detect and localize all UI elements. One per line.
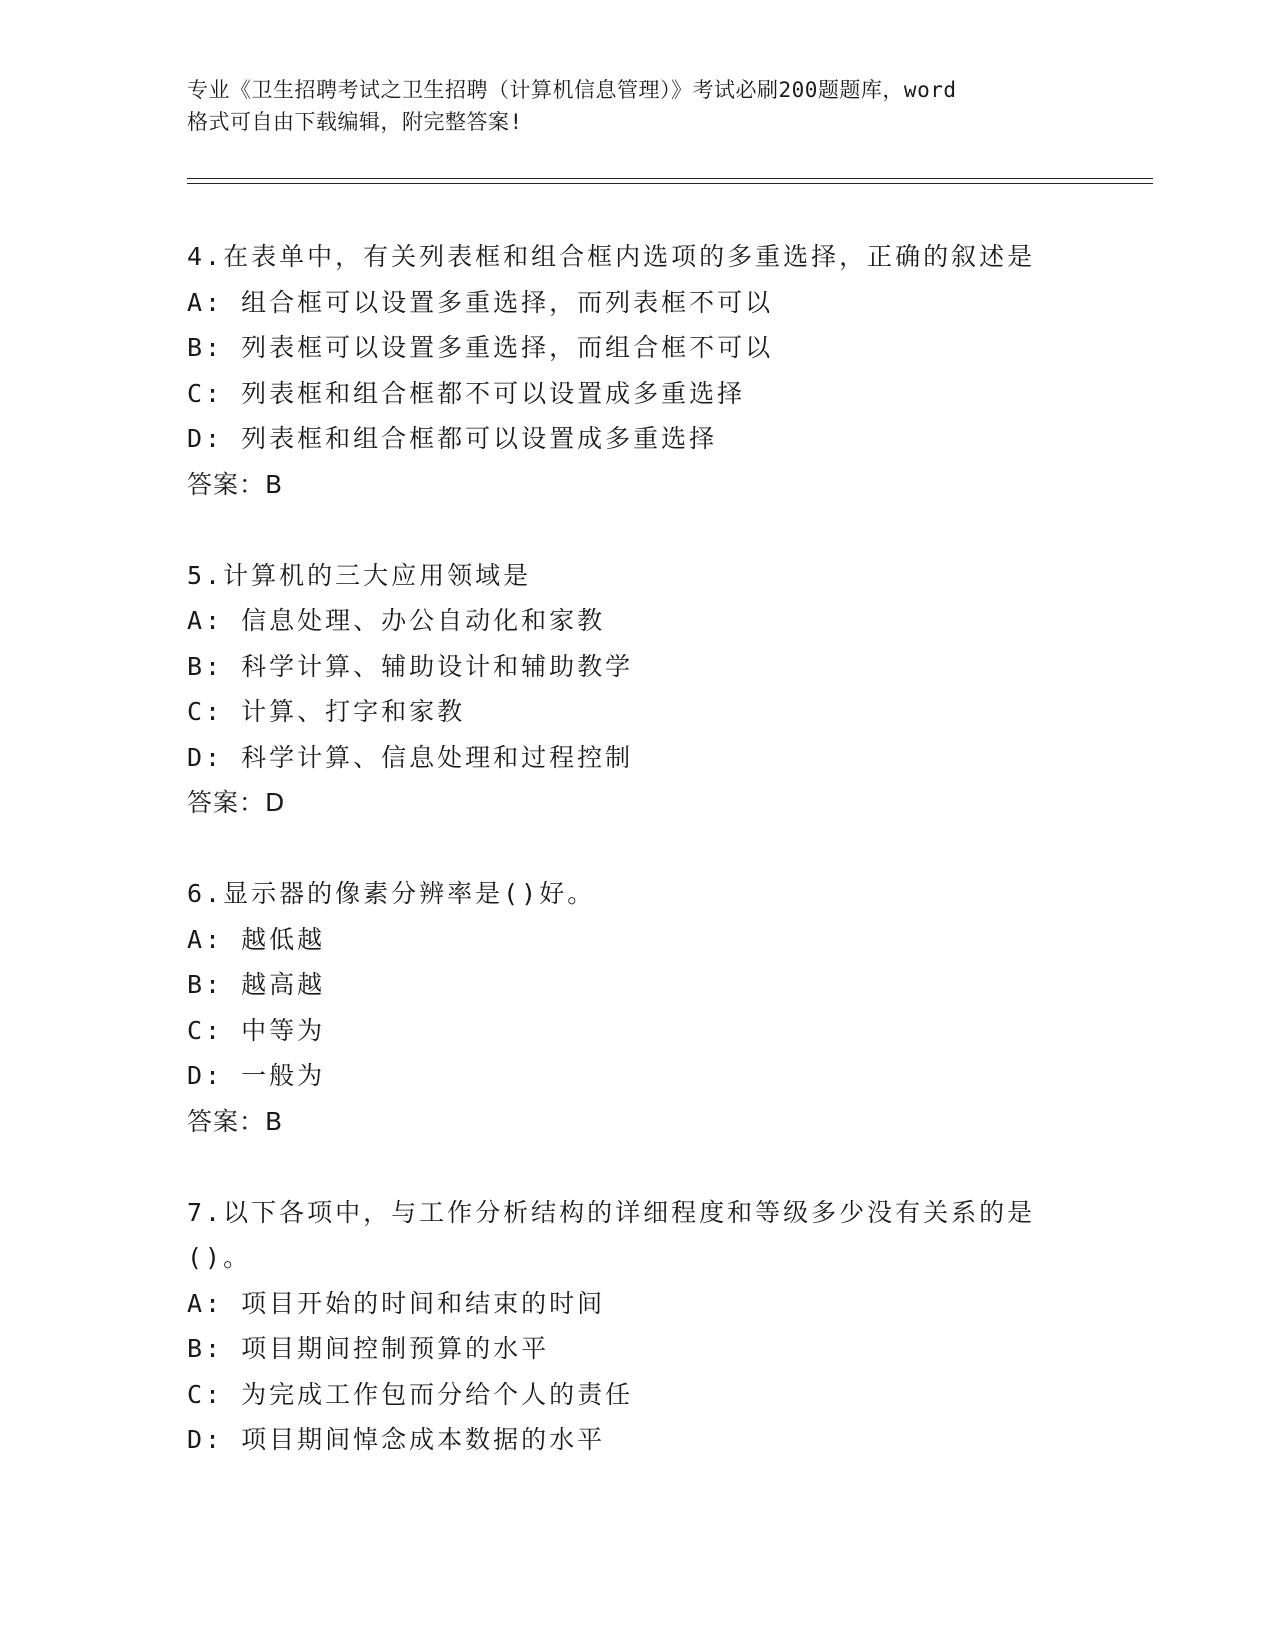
question-7 bbox=[187, 1190, 1127, 1463]
question-6 bbox=[187, 871, 1127, 1144]
question-4 bbox=[187, 234, 1127, 507]
option-d: D: 项目期间悼念成本数据的水平 bbox=[187, 1425, 606, 1454]
option-c: C: 计算、打字和家教 bbox=[187, 697, 466, 726]
option-a: A: 信息处理、办公自动化和家教 bbox=[187, 606, 606, 635]
question-5 bbox=[187, 553, 1127, 826]
question-gap bbox=[187, 826, 1127, 872]
option-c: C: 中等为 bbox=[187, 1015, 326, 1045]
option-d: D: 一般为 bbox=[187, 1061, 326, 1090]
option-b: B: 项目期间控制预算的水平 bbox=[187, 1334, 550, 1363]
header-line-2: 格式可自由下载编辑，附完整答案! bbox=[187, 110, 523, 134]
question-gap bbox=[187, 1144, 1127, 1190]
option-c: C: 为完成工作包而分给个人的责任 bbox=[187, 1379, 634, 1409]
option-b: B: 列表框可以设置多重选择，而组合框不可以 bbox=[187, 333, 774, 362]
option-c: C: 列表框和组合框都不可以设置成多重选择 bbox=[187, 378, 746, 408]
option-d: D: 列表框和组合框都可以设置成多重选择 bbox=[187, 424, 718, 453]
question-text: 6.显示器的像素分辨率是()好。 bbox=[187, 879, 596, 908]
question-text: 4.在表单中，有关列表框和组合框内选项的多重选择，正确的叙述是 bbox=[187, 242, 1036, 271]
answer: 答案：B bbox=[187, 1106, 284, 1136]
header-divider-top bbox=[187, 178, 1153, 179]
question-list bbox=[187, 234, 1127, 1463]
question-text-line-2: ()。 bbox=[187, 1243, 252, 1272]
header-line-1: 专业《卫生招聘考试之卫生招聘（计算机信息管理）》考试必刷200题题库，word bbox=[187, 78, 957, 102]
option-a: A: 组合框可以设置多重选择，而列表框不可以 bbox=[187, 287, 774, 317]
option-a: A: 越低越 bbox=[187, 924, 326, 954]
option-a: A: 项目开始的时间和结束的时间 bbox=[187, 1288, 606, 1318]
option-b: B: 越高越 bbox=[187, 970, 326, 999]
document-header bbox=[187, 74, 1087, 138]
option-b: B: 科学计算、辅助设计和辅助教学 bbox=[187, 651, 634, 681]
question-text-line-1: 7.以下各项中，与工作分析结构的详细程度和等级多少没有关系的是 bbox=[187, 1197, 1036, 1227]
option-d: D: 科学计算、信息处理和过程控制 bbox=[187, 742, 634, 772]
question-gap bbox=[187, 507, 1127, 553]
answer: 答案：D bbox=[187, 788, 286, 817]
header-divider-bottom bbox=[187, 183, 1153, 184]
question-text: 5.计算机的三大应用领域是 bbox=[187, 560, 532, 590]
answer: 答案：B bbox=[187, 469, 284, 499]
